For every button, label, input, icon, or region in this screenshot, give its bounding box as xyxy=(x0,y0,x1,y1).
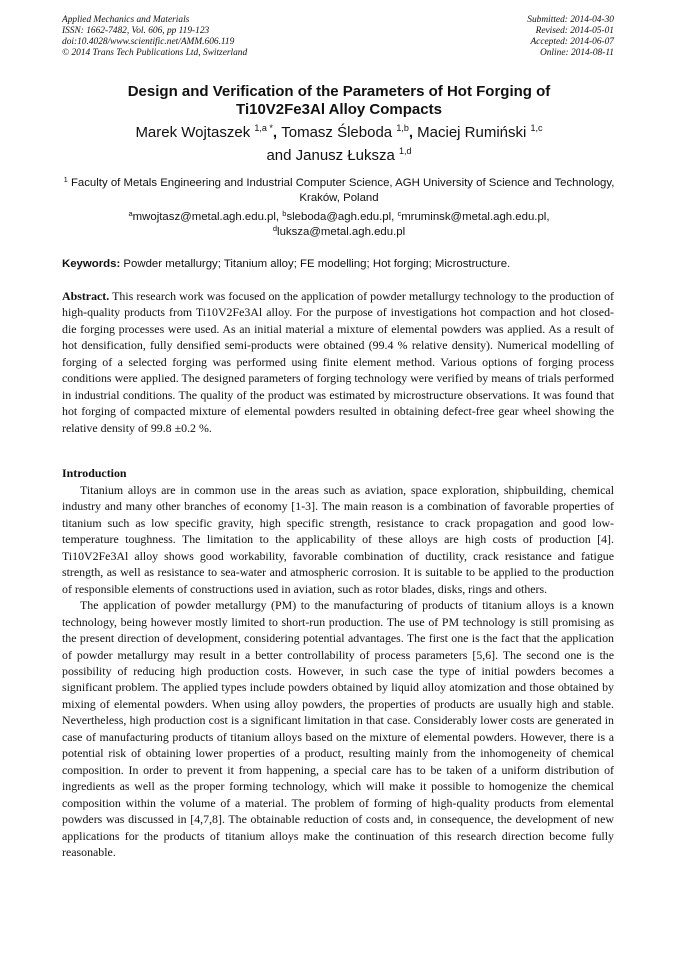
email-sup: d xyxy=(272,224,278,233)
author-sup: 1,a * xyxy=(254,123,273,133)
affiliation xyxy=(62,176,616,206)
abstract-text: This research work was focused on the application of powder metallurgy technology to the production of high-quality products from Ti10V2Fe3Al alloy. For the purpose of investigations hot compaction and hot closed-die forging processes were used. As an initial material a mixture of elemental powders was applied. As a result of hot densification, fully densified semi-products were obtained (99.4 % relative density). Numerical modelling of forging of a selected forging was performed using finite element method. Various options of forging process conditions were applied. The designed parameters of forging technology were verified by means of trials performed in industrial conditions. The quality of the product was estimated by microstructure observations. It was found that hot forging of compacted mixture of elemental powders resulted in obtaining defect-free gear wheel showing the relative density of 99.8 ±0.2 %. xyxy=(62,289,614,435)
email-list xyxy=(62,210,616,240)
keywords-label: Keywords: xyxy=(62,258,121,270)
author-sup: 1,d xyxy=(399,146,412,156)
email-sup: a xyxy=(128,209,133,218)
authors-line-2 xyxy=(62,144,616,167)
author-name: and Janusz Łuksza xyxy=(266,147,395,164)
email-address[interactable]: mwojtasz@metal.agh.edu.pl, xyxy=(132,211,283,223)
author-separator: , xyxy=(408,124,418,141)
affiliation-text: Faculty of Metals Engineering and Industrial Computer Science, AGH University of Science and Technology, Kraków, Poland xyxy=(70,177,615,204)
publication-dates xyxy=(527,15,614,59)
paragraph: Titanium alloys are in common use in the areas such as aviation, space exploration, shipbuilding, chemical industry and many other branches of economy [1-3]. The main reason is a combination of favorable properties of titanium such as low specific gravity, high specific strength, resistance to crack propagation and good low-temperature toughness. The limitation to the applicability of these alloys are high costs of production [4]. Ti10V2Fe3Al alloy shows good workability, favorable combination of ductility, crack resistance and fatigue strength, as well as resistance to sea-water and atmospheric corrosion. It is suitable to be applied to the production of responsible elements of constructions used in aviation, such as rotor blades, disks, rings and others. xyxy=(62,483,614,596)
author-name: Maciej Rumiński xyxy=(417,124,527,141)
introduction-body xyxy=(62,482,614,860)
paper-title xyxy=(62,83,616,119)
author-sup: 1,c xyxy=(530,123,543,133)
author-separator: , xyxy=(272,124,282,141)
keywords xyxy=(62,257,616,272)
section-heading-introduction: Introduction xyxy=(62,466,127,480)
date-submitted: Submitted: 2014-04-30 xyxy=(527,15,614,25)
journal-doi: doi:10.4028/www.scientific.net/AMM.606.119 xyxy=(62,37,235,47)
date-revised: Revised: 2014-05-01 xyxy=(535,26,614,36)
author-name: Tomasz Śleboda xyxy=(281,124,393,141)
email-address[interactable]: luksza@metal.agh.edu.pl xyxy=(277,226,406,238)
author-list xyxy=(62,121,616,167)
title-line-2: Ti10V2Fe3Al Alloy Compacts xyxy=(236,101,442,118)
author-sup: 1,b xyxy=(396,123,409,133)
journal-name: Applied Mechanics and Materials xyxy=(62,15,190,25)
authors-line-1 xyxy=(62,121,616,144)
email-sup: b xyxy=(282,209,287,218)
author-name: Marek Wojtaszek xyxy=(135,124,251,141)
date-online: Online: 2014-08-11 xyxy=(539,48,614,58)
paragraph: The application of powder metallurgy (PM) to the manufacturing of products of titanium alloys is a known technology, being however mostly limited to short-run production. The use of PM technology is still promising as the present direction of development, considering potential advantages. The first one is the fact that the application of powder metallurgy may result in a better controllability of process parameters [5,6]. The second one is the possibility of reducing high production costs. However, in such case the type of initial powders becomes a significant problem. The applied types include powders obtained by liquid alloy atomization and those obtained by mixing of elemental powders. When using alloy powders, the properties of products are usually high and stable. Nevertheless, high production cost is a significant limitation in that case. Considerably lower costs are generated in case of manufacturing products of titanium alloys based on the mixture of elemental powders. However, there is a potential risk of obtaining lower properties of a product, resulting mainly from the inhomogeneity of chemical composition. In order to prevent it from happening, a special care has to be taken of a uniform distribution of ingredients as well as the proper forming technology, which will make it possible to homogenize the chemical composition within the volume of a material. The problem of forming of high-quality products from elemental powders was discussed in [4,7,8]. The obtainable reduction of costs and, in consequence, the development of new applications for the products of titanium alloys make the continuation of this research direction become fully reasonable. xyxy=(62,598,614,859)
journal-copyright: © 2014 Trans Tech Publications Ltd, Switzerland xyxy=(62,48,248,58)
journal-issn: ISSN: 1662-7482, Vol. 606, pp 119-123 xyxy=(62,26,210,36)
abstract xyxy=(62,288,614,436)
abstract-label: Abstract. xyxy=(62,289,110,303)
email-address[interactable]: sleboda@agh.edu.pl, xyxy=(286,211,398,223)
keywords-text: Powder metallurgy; Titanium alloy; FE modelling; Hot forging; Microstructure. xyxy=(123,258,511,270)
email-sup: c xyxy=(397,209,402,218)
affiliation-sup: 1 xyxy=(63,175,68,184)
email-address[interactable]: mruminsk@metal.agh.edu.pl, xyxy=(401,211,550,223)
title-line-1: Design and Verification of the Parameters of Hot Forging of xyxy=(127,83,551,100)
date-accepted: Accepted: 2014-06-07 xyxy=(530,37,614,47)
journal-info xyxy=(62,15,247,59)
